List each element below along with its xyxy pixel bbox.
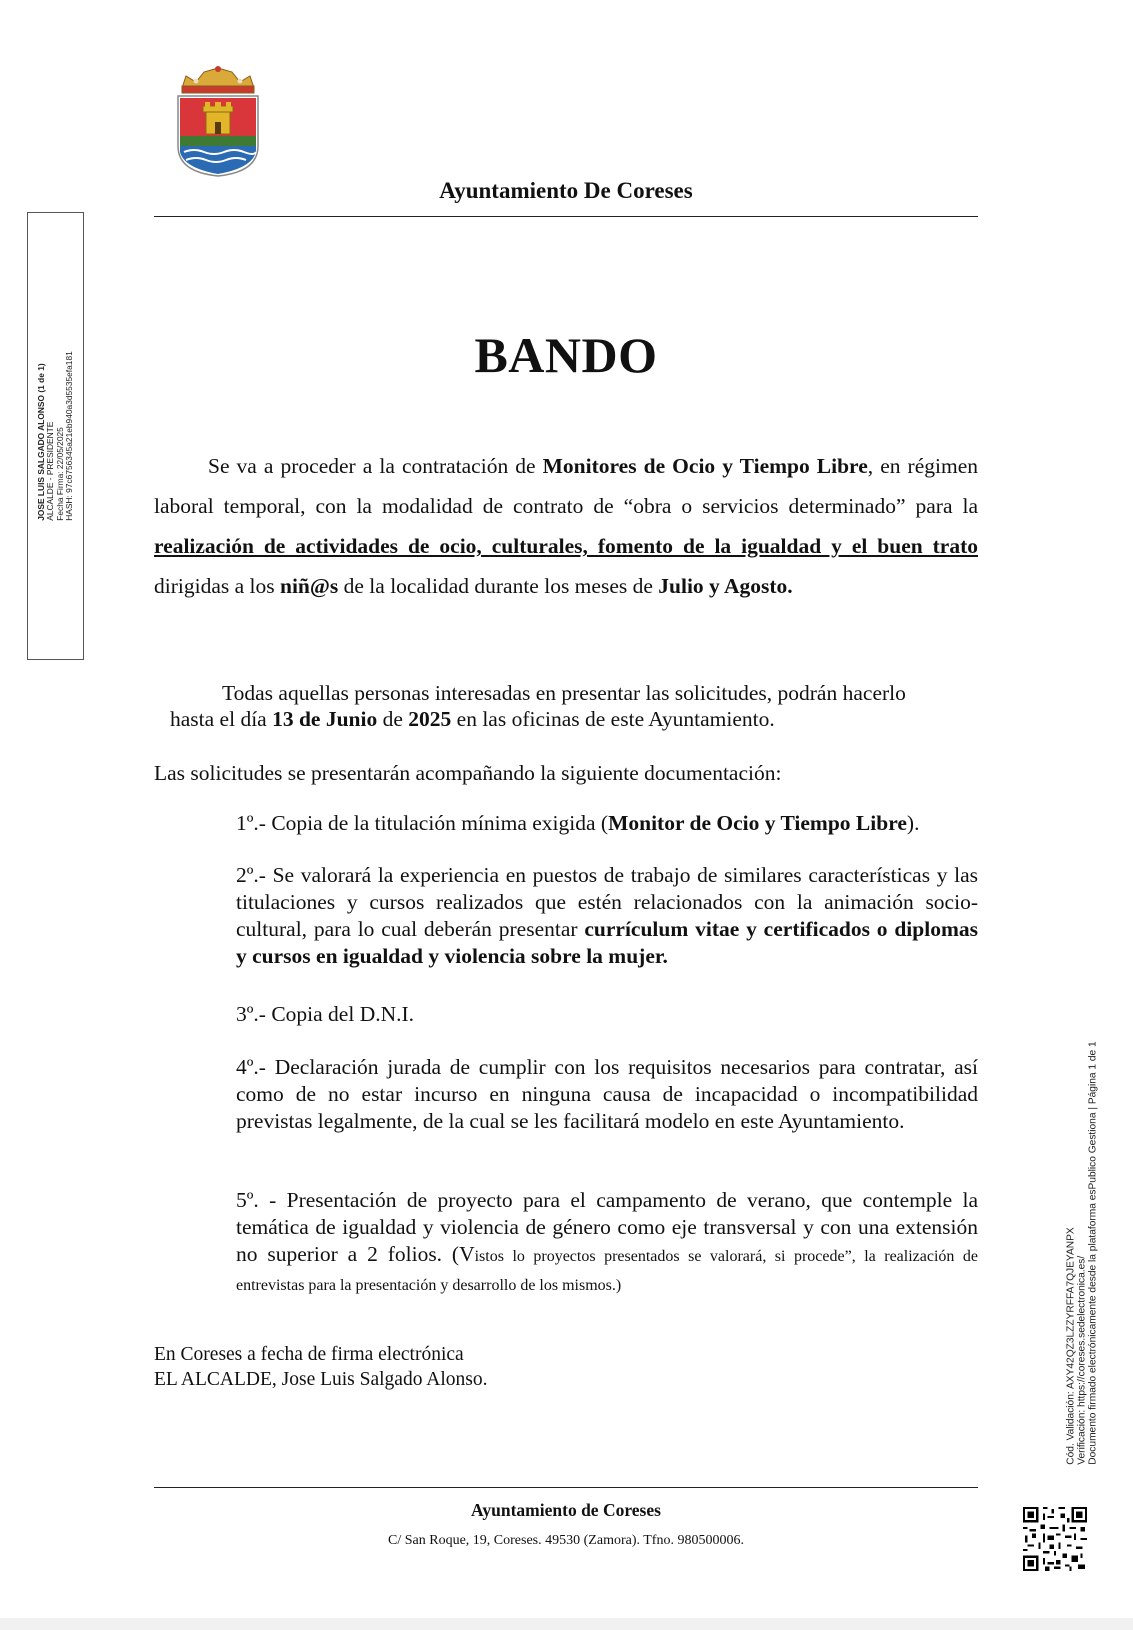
footer-address: C/ San Roque, 19, Coreses. 49530 (Zamora). Tfno. 980500006.	[388, 1533, 744, 1548]
list-item-3	[236, 1001, 978, 1028]
intro-bold-months: Julio y Agosto.	[658, 574, 793, 598]
document-heading: BANDO	[474, 327, 658, 383]
stamp-signer: JOSE LUIS SALGADO ALONSO (1 de 1)	[36, 363, 47, 521]
footer-organization: Ayuntamiento de Coreses	[471, 1500, 661, 1520]
item-2-bold: currículum vitae y certificados o diplomas y cursos en igualdad y violencia sobre la mujer.	[236, 917, 978, 968]
stamp-role: ALCALDE - PRESIDENTE	[45, 421, 56, 521]
closing-signer: EL ALCALDE, Jose Luis Salgado Alonso.	[154, 1369, 488, 1390]
item-5-small-text: istos lo proyectos presentados se valorará, si procede”, la realización de entrevistas para la presentación y desarrollo de los mismos.)	[236, 1248, 979, 1294]
list-item-1	[236, 810, 978, 837]
qr-code-icon	[1023, 1507, 1087, 1571]
list-item-5	[236, 1187, 978, 1299]
item-1-bold: Monitor de Ocio y Tiempo Libre	[608, 811, 907, 835]
intro-bold-children: niñ@s	[280, 574, 339, 598]
intro-underlined-activities: realización de actividades de ocio, culturales, fomento de la igualdad y el buen trato	[154, 534, 978, 558]
deadline-text-2: hasta el día	[170, 707, 273, 731]
intro-text-2: , en régimen laboral temporal, con la modalidad de contrato de “obra o servicios determinado” para la	[154, 454, 978, 518]
verification-url: Verificación: https://coreses.sedelectronica.es/	[1076, 1255, 1088, 1465]
closing-block	[154, 1342, 487, 1392]
item-5-text: 5º. - Presentación de proyecto para el campamento de verano, que contemple la temática de igualdad y violencia de género como eje transversal y con una extensión no superior a 2 folios. (V	[236, 1188, 978, 1266]
item-2-text: 2º.- Se valorará la experiencia en puestos de trabajo de similares características y las titulaciones y cursos realizados que estén relacionados con la animación socio-cultural, para lo cual deberán presentar	[236, 863, 978, 941]
item-1-text-end: ).	[906, 811, 920, 835]
list-item-2	[236, 862, 978, 970]
organization-title: Ayuntamiento De Coreses	[439, 178, 693, 203]
stamp-hash: HASH: 97c6756345a21eb940a3d5535efa181	[64, 351, 75, 521]
deadline-text-4: en las oficinas de este Ayuntamiento.	[451, 707, 775, 731]
intro-bold-monitors: Monitores de Ocio y Tiempo Libre	[542, 454, 868, 478]
page-bottom-band	[0, 1618, 1133, 1630]
verification-text	[1066, 1041, 1099, 1464]
intro-paragraph	[154, 446, 978, 606]
deadline-text-3: de	[377, 707, 409, 731]
intro-text-4: de la localidad durante los meses de	[338, 574, 659, 598]
item-4-text: 4º.- Declaración jurada de cumplir con los requisitos necesarios para contratar, así como de no estar incurso en ninguna causa de incapacidad o incompatibilidad previstas legalmente, de la cual se les facilitará modelo en este Ayuntamiento.	[236, 1055, 978, 1133]
list-item-4	[236, 1054, 978, 1135]
deadline-line-2	[154, 706, 978, 732]
deadline-paragraph	[154, 680, 978, 732]
deadline-year: 2025	[408, 707, 452, 731]
closing-place-date: En Coreses a fecha de firma electrónica	[154, 1344, 464, 1365]
item-3-text: 3º.- Copia del D.N.I.	[236, 1002, 415, 1026]
verification-note: Documento firmado electrónicamente desde la plataforma esPublico Gestiona | Página 1 de 1	[1087, 1041, 1099, 1465]
footer-divider	[154, 1487, 978, 1488]
header-divider	[154, 216, 978, 217]
deadline-line-1: Todas aquellas personas interesadas en presentar las solicitudes, podrán hacerlo	[222, 681, 906, 705]
stamp-date: Fecha Firma: 22/05/2025	[55, 427, 65, 521]
intro-text-3: dirigidas a los	[154, 574, 280, 598]
signature-stamp-text	[37, 351, 75, 521]
deadline-date: 13 de Junio	[272, 707, 378, 731]
item-1-text: 1º.- Copia de la titulación mínima exigida (	[236, 811, 609, 835]
coat-of-arms-logo	[172, 66, 264, 178]
documentation-intro: Las solicitudes se presentarán acompañando la siguiente documentación:	[154, 761, 782, 785]
verification-code: Cód. Validación: AXY42QZ3LZZYRFFA7QJEYANPX	[1065, 1227, 1077, 1465]
intro-text-1: Se va a proceder a la contratación de	[208, 454, 543, 478]
